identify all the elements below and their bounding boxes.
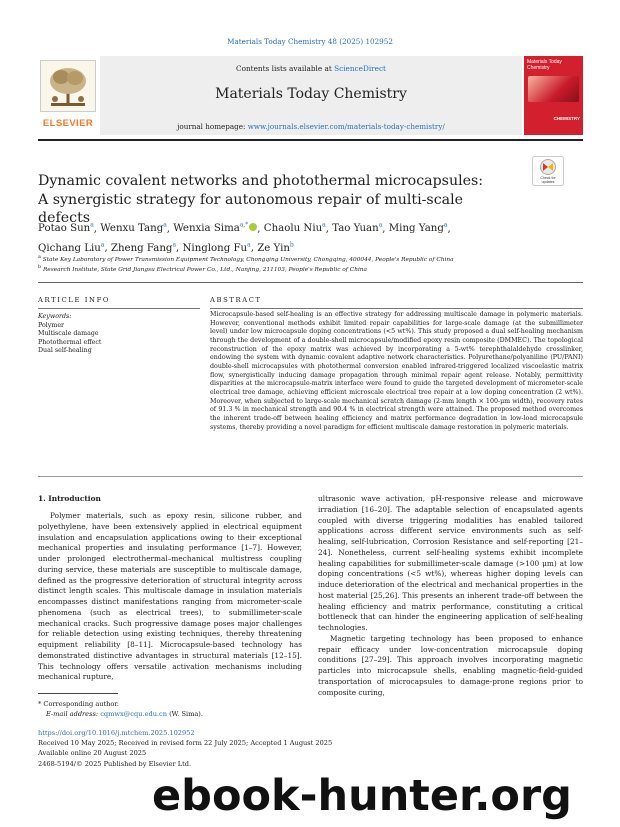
author[interactable]: Ninglong Fu$^a$ — [182, 241, 251, 254]
keyword: Photothermal effect — [38, 338, 102, 346]
sciencedirect-link[interactable]: ScienceDirect — [334, 64, 386, 73]
body-column-left: Polymer materials, such as epoxy resin, silicone rubber, and polyethylene, have been extensively applied in electrical equipment insulation and encapsulation applications owing to their exceptional mechanical properties and insulating performance [1–7]. However, under prolonged electrothermal–mechanical multistress coupling during service, these materials are susceptible to multiscale damage, defined as the progressive deterioration of structural integrity across distinct length scales. This multiscale damage in insulation materials encompasses distinct manifestations ranging from micrometer-scale phenomena (such as electrical trees), to submillimeter-scale mechanical cracks. Such progressive damage poses major challenges for reliable detection using existing techniques, thereby threatening equipment reliability [8–11]. Microcapsule-based technology has demonstrated distinctive advantages in structural materials [12–15]. This technology offers versatile activation mechanisms including mechanical rupture, — [38, 511, 302, 682]
cover-art — [528, 76, 579, 102]
keywords-label: Keywords: — [38, 313, 72, 320]
orcid-icon[interactable] — [249, 223, 257, 231]
author[interactable]: Ming Yang$^a$ — [388, 222, 448, 235]
available-online: Available online 20 August 2025 — [38, 749, 147, 758]
introduction-heading: 1. Introduction — [38, 494, 101, 503]
journal-header — [38, 56, 583, 135]
section-rule — [38, 282, 583, 283]
copyright: 2468-5194/© 2025 Published by Elsevier Ltd. — [38, 759, 192, 768]
author[interactable]: Chaolu Niu$^a$ — [263, 222, 326, 235]
cover-title: Materials Today Chemistry — [527, 59, 562, 71]
keyword: Dual self-healing — [38, 347, 92, 355]
elsevier-tree-icon — [40, 60, 96, 112]
affiliation: $^b$ Research Institute, State Grid Jiangsu Electrical Power Co., Ltd., Nanjing, 211103, People's Republic of China — [38, 264, 367, 273]
abstract-text: Microcapsule-based self-healing is an effective strategy for addressing multiscale damage in polymeric materials. However, conventional methods exhibit limited repair capabilities for large-scale damage (at the submillimeter level) under low microcapsule doping concentrations (<5 wt%). This study proposed a dual self-healing mechanism through the development of a double-shell microcapsule/modified epoxy resin composite (DMMEC). The topological reconstruction of the epoxy matrix was achieved by incorporating a 5-wt% terephthalaldehyde crosslinker, endowing the system with dynamic covalent adaptive network characteristics. Polyurethane/polyaniline (PU/PANI) double-shell microcapsules with photothermal conversion enabled infrared-triggered localized viscoelastic matrix flow, synergistically inducing damage propagation through minimal repair agent release. Notably, permittivity disparities at the microcapsule-matrix interface were found to guide the targeted development of micrometer-scale electrical tree damage, achieving efficient microscale electrical tree repair at a low doping concentration (2 wt%). Moreover, when subjected to large-scale mechanical scratch damage (2-mm length × 100-μm width), recovery rates of 91.3 % in mechanical strength and 90.4 % in electrical strength were attained. The proposed method overcomes the inherent trade-off between healing efficiency and matrix performance degradation in low-load microcapsule systems, thereby providing a novel paradigm for efficient multiscale damage restoration in polymeric materials. — [210, 311, 583, 431]
journal-cover-image[interactable] — [524, 56, 583, 135]
abstract-rule — [210, 308, 583, 309]
publisher-logo-text: ELSEVIER — [42, 118, 94, 129]
homepage-line: journal homepage: www.journals.elsevier.com/materials-today-chemistry/ — [177, 122, 445, 131]
author[interactable]: Qichang Liu$^a$ — [38, 241, 105, 254]
received-dates: Received 10 May 2025; Received in revised form 22 July 2025; Accepted 1 August 2025 — [38, 739, 333, 748]
contents-line: Contents lists available at ScienceDirect — [236, 64, 386, 73]
article-title: Dynamic covalent networks and photothermal microcapsules: A synergistic strategy for autonomous repair of multi-scale defects — [38, 173, 484, 226]
keyword: Polymer — [38, 321, 65, 329]
author[interactable]: Wenxia Sima$^{a,*}$ — [173, 223, 257, 234]
body-rule — [38, 476, 583, 477]
footnote-rule — [38, 693, 118, 694]
elsevier-logo[interactable] — [38, 60, 98, 135]
article-info-heading: ARTICLE INFO — [38, 296, 111, 304]
author[interactable]: Potao Sun$^a$ — [38, 222, 94, 235]
journal-title: Materials Today Chemistry — [215, 86, 407, 102]
corresponding-footnote — [38, 699, 338, 719]
article-info-rule — [38, 308, 200, 309]
abstract-heading: ABSTRACT — [210, 296, 262, 304]
affiliations — [38, 254, 558, 274]
author[interactable]: Ze Yin$^b$ — [257, 241, 294, 254]
journal-homepage-link[interactable]: www.journals.elsevier.com/materials-today-chemistry/ — [247, 122, 445, 131]
crossmark-line1: Check for — [540, 176, 556, 180]
paragraph: Magnetic targeting technology has been proposed to enhance repair efficacy under low-concentration microcapsule doping conditions [27–29]. This approach involves incorporating magnetic particles into microcapsule shells, enabling magnetic-field-guided transportation of microcapsules to damage-prone regions prior to composite curing, — [318, 633, 583, 697]
crossmark-icon — [532, 156, 564, 186]
doi-link[interactable]: https://doi.org/10.1016/j.mtchem.2025.102952 — [38, 729, 195, 737]
watermark-text: ebook-hunter.org — [152, 771, 572, 821]
check-for-updates-button[interactable] — [532, 156, 564, 186]
keyword: Multiscale damage — [38, 330, 99, 338]
author[interactable]: Tao Yuan$^a$ — [332, 222, 383, 235]
journal-reference-link[interactable]: Materials Today Chemistry 48 (2025) 102952 — [227, 37, 393, 46]
body-column-right — [318, 494, 583, 698]
corresponding-label: * Corresponding author. — [38, 700, 119, 708]
affiliation: $^a$ State Key Laboratory of Power Transmission Equipment Technology, Chongqing University, Chongqing, 400044, People's Republic of China — [38, 255, 454, 263]
paragraph: ultrasonic wave activation, pH-responsive release and microwave irradiation [16–20]. The adaptable selection of encapsulated agents coupled with diverse triggering modalities has enabled tailored applications across different service environments such as self-healing, self-lubrication, Corrosion Resistance and self-reporting [21–24]. Nonetheless, current self-healing systems exhibit incomplete healing capabilities for submillimeter-scale damage (>100 μm) at low doping concentrations (<5 wt%), whereas higher doping levels can induce deterioration of the electrical and mechanical properties in the host material [25,26]. This presents an inherent trade-off between the healing efficiency and matrix performance, constituting a critical bottleneck that can hinder the engineering application of self-healing technologies. — [318, 494, 583, 632]
cover-label: CHEMISTRY — [553, 116, 580, 121]
crossmark-line2: updates — [541, 180, 555, 184]
header-rule — [38, 139, 583, 141]
author[interactable]: Zheng Fang$^a$ — [110, 241, 177, 254]
keywords-block — [38, 313, 200, 356]
email-link[interactable]: cqmwx@cqu.edu.cn — [100, 710, 167, 718]
publication-info — [38, 728, 438, 769]
email-line: E-mail address: cqmwx@cqu.edu.cn (W. Sima). — [46, 710, 203, 718]
author-list: Potao Sun$^a$, Wenxu Tang$^a$, Wenxia Sima$^{a,*}$ , Chaolu Niu$^a$, Tao Yuan$^a$, Ming Yang$^a$, Qichang Liu$^a$, Zheng Fang$^a$, Ninglong Fu$^a$, Ze Yin$^b$ — [38, 222, 451, 254]
author[interactable]: Wenxu Tang$^a$ — [100, 222, 167, 235]
